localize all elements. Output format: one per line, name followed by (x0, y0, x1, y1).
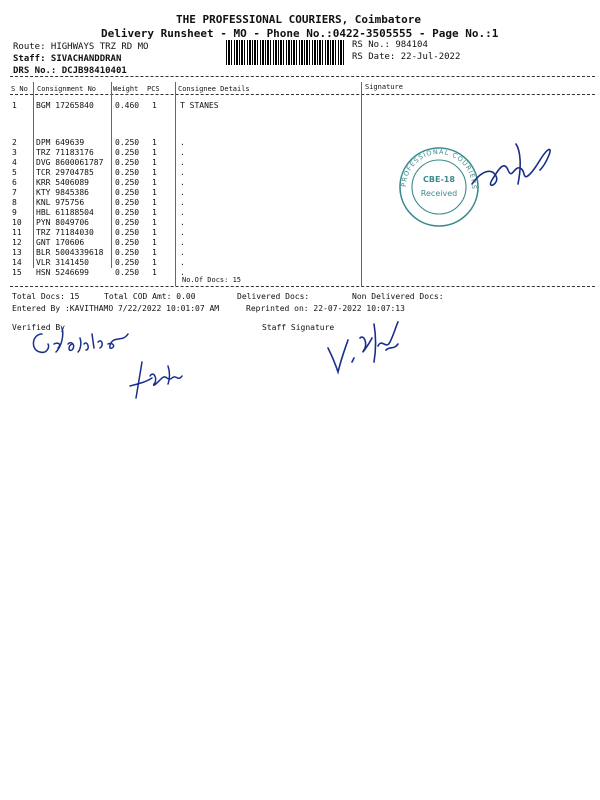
staff-signature (324, 316, 414, 376)
row-consignee: . (180, 218, 185, 227)
row-sno: 2 (12, 138, 17, 147)
row-weight: 0.250 (115, 168, 140, 177)
row-sno: 11 (12, 228, 22, 237)
table-row (0, 228, 600, 238)
row-weight: 0.250 (115, 238, 140, 247)
row-consignee: . (180, 228, 185, 237)
row-consignee: . (180, 138, 185, 147)
row-pcs: 1 (152, 268, 157, 277)
row-sno: 14 (12, 258, 22, 267)
row-sno: 6 (12, 178, 17, 187)
row-consignee: . (180, 168, 185, 177)
row-pcs: 1 (152, 188, 157, 197)
row-weight: 0.250 (115, 228, 140, 237)
row-consignment: VLR 3141450 (36, 258, 89, 267)
row-sno: 15 (12, 268, 22, 277)
staff-signature-label: Staff Signature (262, 323, 335, 332)
no-of-docs: No.Of Docs: 15 (182, 276, 242, 284)
row-consignee: . (180, 188, 185, 197)
non-delivered-docs: Non Delivered Docs: (352, 292, 444, 301)
row-pcs: 1 (152, 248, 157, 257)
row-sno: 8 (12, 198, 17, 207)
rs-date: RS Date: 22-Jul-2022 (352, 52, 461, 62)
stamp-inner-text: CBE-18 (423, 175, 455, 184)
row-sno: 7 (12, 188, 17, 197)
total-docs: Total Docs: 15 (12, 292, 80, 301)
divider-header (10, 94, 595, 95)
row-pcs: 1 (152, 178, 157, 187)
row-pcs: 1 (152, 158, 157, 167)
table-row (0, 238, 600, 248)
row-sno: 13 (12, 248, 22, 257)
company-title: THE PROFESSIONAL COURIERS, Coimbatore (176, 13, 422, 26)
staff-info: Staff: SIVACHANDDRAN (13, 54, 122, 64)
row-sno: 5 (12, 168, 17, 177)
divider-top (10, 76, 595, 77)
route-info: Route: HIGHWAYS TRZ RD MO (13, 42, 149, 52)
table-row (0, 208, 600, 218)
row-pcs: 1 (152, 258, 157, 267)
row-consignment: HBL 61188504 (36, 208, 94, 217)
initials-signature (124, 352, 194, 402)
row-consignment: KTY 9845386 (36, 188, 89, 197)
row-consignment: KNL 975756 (36, 198, 85, 207)
row-weight: 0.250 (115, 248, 140, 257)
verified-by-label: Verified By (12, 323, 65, 332)
row-weight: 0.250 (115, 198, 140, 207)
row-consignment: TRZ 71183176 (36, 148, 94, 157)
runsheet-subtitle: Delivery Runsheet - MO - Phone No.:0422-3505555 - Page No.:1 (101, 27, 499, 40)
row-consignee: . (180, 158, 185, 167)
barcode (226, 40, 344, 65)
divider-bottom (10, 286, 595, 287)
row-weight: 0.250 (115, 218, 140, 227)
row-consignment: BLR 5004339618 (36, 248, 104, 257)
row-sno: 3 (12, 148, 17, 157)
row-weight: 0.250 (115, 138, 140, 147)
row-pcs: 1 (152, 198, 157, 207)
table-row (0, 258, 600, 268)
row-weight: 0.250 (115, 148, 140, 157)
row-pcs: 1 (152, 228, 157, 237)
row-pcs: 1 (152, 168, 157, 177)
row-consignment: HSN 5246699 (36, 268, 89, 277)
row-pcs: 1 (152, 208, 157, 217)
row-weight: 0.250 (115, 188, 140, 197)
row-weight: 0.250 (115, 208, 140, 217)
header-weight: Weight (113, 85, 139, 93)
total-cod: Total COD Amt: 0.00 (104, 292, 196, 301)
row-consignment: KRR 5406089 (36, 178, 89, 187)
row-pcs: 1 (152, 101, 157, 110)
row-consignment: BGM 17265840 (36, 101, 94, 110)
row-consignee: . (180, 148, 185, 157)
row-consignment: DPM 649639 (36, 138, 85, 147)
stamp-received-text: Received (420, 189, 458, 198)
table-row (0, 101, 600, 111)
row-consignment: GNT 170606 (36, 238, 85, 247)
drs-number: DRS No.: DCJB98410401 (13, 66, 127, 76)
row-consignee: . (180, 238, 185, 247)
header-consignee: Consignee Details (178, 85, 250, 93)
row-consignee: . (180, 178, 185, 187)
row-consignee: . (180, 198, 185, 207)
row-consignment: TRZ 71184030 (36, 228, 94, 237)
header-sno: S No (11, 85, 28, 93)
row-weight: 0.250 (115, 268, 140, 277)
recipient-signature (468, 140, 568, 200)
row-consignee: . (180, 258, 185, 267)
row-sno: 4 (12, 158, 17, 167)
row-consignee: . (180, 248, 185, 257)
row-weight: 0.460 (115, 101, 140, 110)
row-weight: 0.250 (115, 178, 140, 187)
table-row (0, 218, 600, 228)
rs-number: RS No.: 984104 (352, 40, 428, 50)
row-pcs: 1 (152, 148, 157, 157)
row-pcs: 1 (152, 218, 157, 227)
stamp-outer-text: PROFESSIONAL COURIERS (399, 147, 479, 191)
row-pcs: 1 (152, 138, 157, 147)
table-row (0, 248, 600, 258)
entered-by: Entered By :KAVITHAMO 7/22/2022 10:01:07 AM (12, 304, 220, 313)
delivered-docs: Delivered Docs: (237, 292, 310, 301)
row-consignee: . (180, 208, 185, 217)
row-sno: 9 (12, 208, 17, 217)
row-consignee: . (180, 268, 185, 277)
row-consignment: PYN 8049706 (36, 218, 89, 227)
header-signature: Signature (365, 83, 403, 91)
header-pcs: PCS (147, 85, 160, 93)
row-sno: 1 (12, 101, 17, 110)
row-sno: 10 (12, 218, 22, 227)
row-weight: 0.250 (115, 258, 140, 267)
row-consignee: T STANES (180, 101, 219, 110)
reprinted-on: Reprinted on: 22-07-2022 10:07:13 (246, 304, 405, 313)
row-sno: 12 (12, 238, 22, 247)
row-consignment: TCR 29704785 (36, 168, 94, 177)
row-consignment: DVG 8600061787 (36, 158, 104, 167)
table-row (0, 268, 600, 278)
row-pcs: 1 (152, 238, 157, 247)
row-weight: 0.250 (115, 158, 140, 167)
header-consignment: Consignment No (37, 85, 97, 93)
